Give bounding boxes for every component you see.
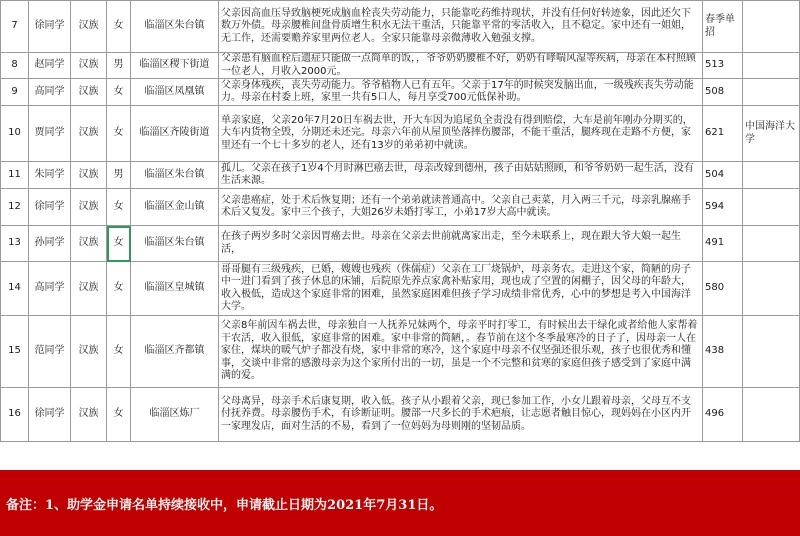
student-name-cell[interactable]: 赵同学 bbox=[29, 53, 71, 79]
student-name-cell[interactable]: 高同学 bbox=[29, 262, 71, 316]
family-situation-cell[interactable]: 哥哥腿有三级残疾，已婚，嫂嫂也残疾（侏儒症）父亲在工厂烧锅炉，母亲务农。走进这个家，简陋的房子中一进门看到了孩子休息的床铺，后院原先养点家禽补贴家用，现也成了空置的闲棚子，因父母的年龄大，收入极低，造成这个家庭非常的困难，虽然家庭困难但孩子学习成绩非常优秀，心中的梦想是考入中国海洋大学。 bbox=[219, 262, 703, 316]
family-situation-cell[interactable]: 父亲患癌症，处于术后恢复期；还有一个弟弟就读普通高中。父亲自己卖菜，月入两三千元，母亲乳腺癌手术后又复发。家中三个孩子，大姐26岁未婚打零工，小弟17岁大高中就读。 bbox=[219, 189, 703, 226]
exam-score-cell[interactable]: 508 bbox=[703, 79, 743, 106]
university-cell[interactable] bbox=[743, 53, 800, 79]
gender-cell[interactable]: 女 bbox=[107, 388, 131, 442]
ethnicity-cell[interactable]: 汉族 bbox=[71, 189, 107, 226]
exam-score-cell[interactable]: 春季单招 bbox=[703, 1, 743, 53]
student-name-cell[interactable]: 朱同学 bbox=[29, 162, 71, 189]
address-cell[interactable]: 临淄区齐都镇 bbox=[131, 316, 219, 388]
family-situation-cell[interactable]: 父母离异，母亲手术后康复期，收入低。孩子从小跟着父亲，现已参加工作，小女儿跟着母亲，父母互不支付抚养费。母亲腰伤手术，有诊断证明。腰部一尺多长的手术疤痕，让志愿者触目惊心，现妈妈在小区内开一家理发店，面对生活的不易，看到了一位妈妈为母则刚的坚韧品质。 bbox=[219, 388, 703, 442]
university-cell[interactable] bbox=[743, 162, 800, 189]
address-cell[interactable]: 临淄区朱台镇 bbox=[131, 1, 219, 53]
gender-cell[interactable]: 女 bbox=[107, 226, 131, 262]
ethnicity-cell[interactable]: 汉族 bbox=[71, 79, 107, 106]
table-row bbox=[1, 1, 800, 53]
gender-cell[interactable]: 女 bbox=[107, 262, 131, 316]
address-cell[interactable]: 临淄区朱台镇 bbox=[131, 226, 219, 262]
gender-cell[interactable]: 男 bbox=[107, 53, 131, 79]
student-name-cell[interactable]: 孙同学 bbox=[29, 226, 71, 262]
student-name-cell[interactable]: 范同学 bbox=[29, 316, 71, 388]
address-cell[interactable]: 临淄区稷下街道 bbox=[131, 53, 219, 79]
row-number-cell[interactable]: 10 bbox=[1, 106, 29, 162]
row-number-cell[interactable]: 14 bbox=[1, 262, 29, 316]
ethnicity-cell[interactable]: 汉族 bbox=[71, 262, 107, 316]
table-row bbox=[1, 53, 800, 79]
university-cell[interactable] bbox=[743, 262, 800, 316]
family-situation-cell[interactable]: 父亲身体残疾，丧失劳动能力。爷爷植物人已有五年。父亲于17年的时候突发脑出血，一级残疾丧失劳动能力。母亲在村委上班，家里一共有5口人，每月享受700元低保补助。 bbox=[219, 79, 703, 106]
university-cell[interactable] bbox=[743, 388, 800, 442]
gender-cell[interactable]: 男 bbox=[107, 162, 131, 189]
university-cell[interactable] bbox=[743, 226, 800, 262]
ethnicity-cell[interactable]: 汉族 bbox=[71, 226, 107, 262]
gender-cell[interactable]: 女 bbox=[107, 189, 131, 226]
row-number-cell[interactable]: 11 bbox=[1, 162, 29, 189]
address-cell[interactable]: 临淄区朱台镇 bbox=[131, 162, 219, 189]
address-cell[interactable]: 临淄区齐陵街道 bbox=[131, 106, 219, 162]
table-row bbox=[1, 79, 800, 106]
table-row bbox=[1, 189, 800, 226]
family-situation-cell[interactable]: 父亲患有脑血栓后遗症只能做一点简单的饭，，爷爷奶奶腰椎不好，奶奶有哮喘风湿等疾病，母亲在本村照顾一位老人，月收入2000元。 bbox=[219, 53, 703, 79]
table-row bbox=[1, 162, 800, 189]
exam-score-cell[interactable]: 580 bbox=[703, 262, 743, 316]
ethnicity-cell[interactable]: 汉族 bbox=[71, 316, 107, 388]
student-name-cell[interactable]: 贾同学 bbox=[29, 106, 71, 162]
gender-cell[interactable]: 女 bbox=[107, 1, 131, 53]
exam-score-cell[interactable]: 491 bbox=[703, 226, 743, 262]
address-cell[interactable]: 临淄区金山镇 bbox=[131, 189, 219, 226]
university-cell[interactable] bbox=[743, 1, 800, 53]
student-name-cell[interactable]: 徐同学 bbox=[29, 1, 71, 53]
exam-score-cell[interactable]: 594 bbox=[703, 189, 743, 226]
table-row bbox=[1, 226, 800, 262]
table-row bbox=[1, 106, 800, 162]
exam-score-cell[interactable]: 621 bbox=[703, 106, 743, 162]
table-row bbox=[1, 388, 800, 442]
family-situation-cell[interactable]: 父亲因高血压导致脑梗死成脑血栓丧失劳动能力，只能靠吃药维持现状，并没有任何好转迹象，因此还欠下数万外债。母亲腰椎间盘骨质增生积水无法干重活，只能靠平常的零活收入，且不稳定。家中还有一姐姐，无工作，还需要赡养家里两位老人。全家只能靠母亲微薄收入勉强支撑。 bbox=[219, 1, 703, 53]
gender-cell[interactable]: 女 bbox=[107, 106, 131, 162]
address-cell[interactable]: 临淄区皇城镇 bbox=[131, 262, 219, 316]
ethnicity-cell[interactable]: 汉族 bbox=[71, 388, 107, 442]
row-number-cell[interactable]: 16 bbox=[1, 388, 29, 442]
ethnicity-cell[interactable]: 汉族 bbox=[71, 106, 107, 162]
row-number-cell[interactable]: 8 bbox=[1, 53, 29, 79]
university-cell[interactable] bbox=[743, 316, 800, 388]
ethnicity-cell[interactable]: 汉族 bbox=[71, 162, 107, 189]
university-cell[interactable] bbox=[743, 189, 800, 226]
ethnicity-cell[interactable]: 汉族 bbox=[71, 1, 107, 53]
footer-note-bar bbox=[0, 470, 800, 536]
gender-cell[interactable]: 女 bbox=[107, 316, 131, 388]
gender-cell[interactable]: 女 bbox=[107, 79, 131, 106]
row-number-cell[interactable]: 12 bbox=[1, 189, 29, 226]
row-number-cell[interactable]: 7 bbox=[1, 1, 29, 53]
university-cell[interactable] bbox=[743, 79, 800, 106]
address-cell[interactable]: 临淄区炼厂 bbox=[131, 388, 219, 442]
table-row bbox=[1, 262, 800, 316]
student-name-cell[interactable]: 高同学 bbox=[29, 79, 71, 106]
student-name-cell[interactable]: 徐同学 bbox=[29, 388, 71, 442]
university-cell[interactable]: 中国海洋大学 bbox=[743, 106, 800, 162]
row-number-cell[interactable]: 9 bbox=[1, 79, 29, 106]
exam-score-cell[interactable]: 504 bbox=[703, 162, 743, 189]
family-situation-cell[interactable]: 在孩子两岁多时父亲因胃癌去世。母亲在父亲去世前就离家出走，至今未联系上，现在跟大爷大娘一起生活， bbox=[219, 226, 703, 262]
family-situation-cell[interactable]: 孤儿。父亲在孩子1岁4个月时淋巴癌去世，母亲改嫁到德州，孩子由姑姑照顾，和爷爷奶奶一起生活，没有生活来源。 bbox=[219, 162, 703, 189]
address-cell[interactable]: 临淄区凤凰镇 bbox=[131, 79, 219, 106]
family-situation-cell[interactable]: 单亲家庭，父亲20年7月20日车祸去世，开大车因为追尾负全责没有得到赔偿，大车是前年刚办分期买的，大车内货物全毁，分期还未还完。母亲六年前从屋顶坠落摔伤腰部，不能干重活，腿疼现在走路不方便，家里还有一个七十多岁的老人，还有13岁的弟弟初中就读。 bbox=[219, 106, 703, 162]
family-situation-cell[interactable]: 父亲8年前因车祸去世，母亲独自一人抚养兄妹两个，母亲平时打零工，有时候出去干绿化或者给他人家帮着干农活，收入很低，家庭非常的困难。家中非常的简陋，。春节前在这个冬季最寒冷的日子了，因母亲一人在家住，煤块的暖气炉子都没有烧，家中非常的寒冷，这个家庭中母亲不仅坚强还很乐观，孩子也很优秀和懂事，交谈中非常的感激母亲为这个家所付出的一切，虽是一个不完整和贫寒的家庭但孩子感受到了家庭中满满的爱。 bbox=[219, 316, 703, 388]
footer-note-text: 备注：1、助学金申请名单持续接收中，申请截止日期为2021年7月31日。 bbox=[6, 498, 443, 513]
exam-score-cell[interactable]: 438 bbox=[703, 316, 743, 388]
ethnicity-cell[interactable]: 汉族 bbox=[71, 53, 107, 79]
exam-score-cell[interactable]: 496 bbox=[703, 388, 743, 442]
student-name-cell[interactable]: 徐同学 bbox=[29, 189, 71, 226]
table-row bbox=[1, 316, 800, 388]
row-number-cell[interactable]: 13 bbox=[1, 226, 29, 262]
exam-score-cell[interactable]: 513 bbox=[703, 53, 743, 79]
row-number-cell[interactable]: 15 bbox=[1, 316, 29, 388]
